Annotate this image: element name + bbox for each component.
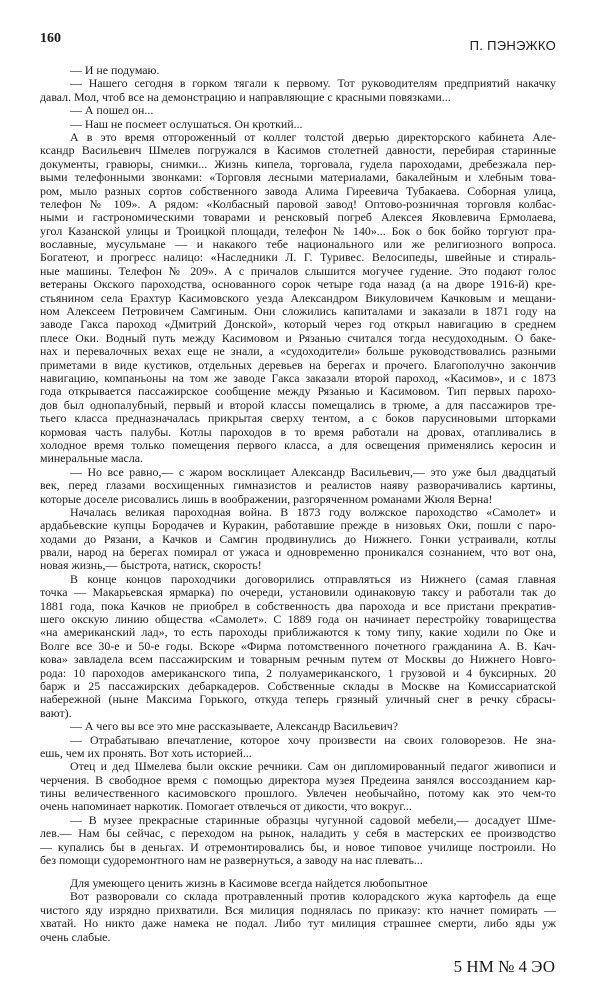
text-line: точка — Макарьевская ярмарка) по очереди, установили одинаковую таксу и работали так до: [40, 585, 556, 600]
text-line: ардабьевские купцы Бородачев и Куракин, работавшие прежде в низовьях Оки, пошли с паро-: [40, 518, 556, 533]
text-line: минеральные масла.: [40, 451, 143, 466]
text-line: — И не подумаю.: [70, 63, 160, 77]
text-line: кова» завладела всем пассажирским и товарным речным путем от Москвы до Нижнего Новго-: [40, 652, 556, 667]
paragraph: [40, 506, 556, 573]
page-number: 160: [40, 31, 61, 46]
text-line: тьего класса предназначалась прикрытая сверху тентом, а с боков парусиновыми шторками: [40, 411, 556, 426]
text-line: хватай. Но никто даже намека не подал. Либо тут милиция страшнее смерти, либо яды уж: [40, 916, 556, 931]
text-line: Началась великая пароходная война. В 1873 году волжское пароходство «Самолет» и: [70, 504, 556, 519]
text-line: век, перед глазами восхищенных гимназистов и реалистов наяву разворачивались картины,: [40, 478, 556, 493]
text-line: вают).: [40, 705, 72, 720]
main-text: [40, 64, 556, 867]
closing-text: [40, 877, 556, 944]
text-line: В конце концов пароходчики договорились отправляться из Нижнего (самая главная: [70, 571, 556, 586]
text-line: — Нашего сегодня в горком тягали к первому. Тот руководителям предприятий накачку: [70, 76, 556, 91]
text-line: навигацию, компаньоны на том же заводе Гакса заказали второй пароход, «Касимов», и с 1873: [40, 370, 556, 385]
text-line: — Отрабатываю впечатление, которое хочу произвести на своих головорезов. Не зна-: [70, 732, 556, 747]
text-line: — А чего вы все это мне рассказываете, Александр Васильевич?: [70, 719, 398, 734]
text-line: — В музее прекрасные старинные образцы чугунной садовой мебели,— досадует Шме-: [70, 812, 556, 827]
text-line: дов был однопалубный, первый и второй классы помещались в трюме, а для пассажиров тре-: [40, 397, 556, 412]
paragraph: [40, 734, 556, 761]
paragraph: [40, 814, 556, 868]
text-line: Отец и дед Шмелева были окские речники. Сам он дипломированный педагог живописи и: [70, 759, 556, 774]
text-line: приметами в виде кустиков, отдельных деревьев на берегах и прочего. Благополучно закончив: [40, 357, 556, 372]
text-line: шего окскую линию общества «Самолет». С 1889 года он начинает перестройку товарищества: [40, 612, 556, 627]
text-line: — купались бы в деньгах. И отремонтировались бы, и новое типовое училище построили. Но: [40, 839, 556, 854]
text-line: — Но все равно,— с жаром восклицает Александр Васильевич,— это уже был двадцатый: [70, 464, 556, 479]
text-line: нах и перевалочных вехах еще не знали, а «судоходители» больше руководствовались разными: [40, 344, 556, 359]
text-line: Вот разворовали со склада протравленный против колорадского жука картофель да еще: [70, 889, 556, 904]
text-line: ными и гастрономическими товарами и ренсковый погреб Алексея Яковлевича Ермолаева,: [40, 210, 556, 225]
text-line: рвали, народ на берегах помирал от ужаса и одновременно проникался сознанием, что вот она,: [40, 545, 556, 560]
paragraph: [40, 573, 556, 720]
text-line: давал. Мол, чтоб все на демонстрацию и направляющие с красными повязками...: [40, 89, 451, 104]
paragraph: [40, 760, 556, 814]
text-line: стьянином села Ерахтур Касимовского уезда Александром Викуловичем Качковым и мещани-: [40, 290, 556, 305]
text-line: — Наш не посмеет ослушаться. Он кроткий...: [70, 116, 303, 131]
text-line: новая жизнь,— быстрота, натиск, скорость!: [40, 558, 262, 573]
text-line: угол Казанской улицы и Троицкой площади, телефон № 140»... Бок о бок бойко торгуют пра-: [40, 223, 556, 238]
paragraph: [40, 77, 556, 104]
text-line: плесе Оки. Водный путь между Касимовом и Рязанью считался тогда несудоходным. О баке-: [40, 330, 556, 345]
text-line: барж и 25 пассажирских дебаркадеров. Собственные склады в Москве на Комиссариатской: [40, 678, 556, 693]
text-line: чистого яду изрядно прихватили. Вся милиция поднялась по приказу: кто начнет помирать —: [40, 902, 556, 917]
paragraph: [40, 890, 556, 944]
text-line: документы, гравюры, снимки... Жизнь кипела, торговала, гудела пароходами, дребезжала пер-: [40, 156, 556, 171]
text-line: очень слабые.: [40, 929, 111, 944]
text-line: 1881 года, пока Качков не приобрел в собственность два парохода и все пристани прекратив-: [40, 598, 556, 613]
text-line: заводе Гакса пароход «Дмитрий Донской», который через год открыл навигацию в среднем: [40, 317, 556, 332]
text-line: черчения. В свободное время с помощью директора музея Предеина занялся воссозданием кар-: [40, 772, 556, 787]
text-line: вославные, мусульмане — и накакого тебе национального или же религиозного вопроса.: [40, 237, 556, 252]
text-line: без помощи судоремонтного нам не развернуться, а заводу на нас плевать...: [40, 853, 423, 868]
text-line: Богатеют, и прогресс налицо: «Наследники Л. Г. Туривес. Велосипеды, швейные и стираль-: [40, 250, 556, 265]
text-line: — А пошел он...: [70, 103, 154, 118]
paragraph: [40, 720, 556, 733]
text-line: ксандр Васильевич Шмелев погружался в Касимов столетней давности, перебирая старинные: [40, 143, 556, 158]
text-line: рода: 10 пароходов американского типа, 2 полуамериканского, 1 грузовой и 4 буксирных. 20: [40, 665, 556, 680]
text-line: выми телефонными звонками: «Торговля лесными материалами, бакалейным и хлебным това-: [40, 170, 556, 185]
paragraph: [40, 104, 556, 117]
text-line: ешь, чем их пронять. Вот хоть историей...: [40, 745, 252, 760]
text-line: Волге все 30-е и 50-е годы. Вскоре «Фирма потомственного почетного гражданина А. В. Кач-: [40, 638, 556, 653]
running-header-author: П. ПЭНЭЖКО: [469, 38, 556, 53]
text-line: года открывается пассажирское сообщение между Рязанью и Касимовом. Тип первых парохо-: [40, 384, 556, 399]
signature-mark: 5 НМ № 4 ЭО: [453, 957, 555, 976]
paragraph: [40, 118, 556, 131]
text-line: телефон № 109». А рядом: «Колбасный паровой завод! Оптово-розничная торговля колбас-: [40, 196, 556, 211]
text-line: ветераны Окского пароходства, основанного сорок четыре года назад (а на дворе 1916-й) кре-: [40, 277, 556, 292]
text-line: лев.— Нам бы сейчас, с переходом на рынок, наладить у себя в мастерских ее производство: [40, 826, 556, 841]
paragraph: [40, 877, 556, 890]
text-line: ром, мыло разных сортов собственного завода Алима Гиреевича Тубакаева. Соборная улица,: [40, 183, 556, 198]
paragraph: [40, 466, 556, 506]
paragraph: [40, 64, 556, 77]
text-line: ные машины. Телефон № 209». А с причалов слышится могучее гудение. Это подают голос: [40, 263, 556, 278]
text-line: набережной (ныне Максима Горького, откуда теперь грязный уличный снег в речку сбрасы-: [40, 692, 556, 707]
text-line: ходами до Рязани, а Качков и Самгин продвинулись до Нижнего. Гонки устраивали, котлы: [40, 531, 556, 546]
text-line: Для умеющего ценить жизнь в Касимове всегда найдется любопытное: [70, 876, 428, 890]
paragraph: [40, 131, 556, 466]
text-line: кормовая часть палубы. Котлы пароходов в то время работали на дровах, отапливались в: [40, 424, 556, 439]
text-line: ном Алексеем Петровичем Самгиным. Они сложились капиталами и заказали в 1871 году на: [40, 304, 556, 319]
text-line: тины величественного касимовского прошлого. Увлечен необычайно, потому как это чем-то: [40, 786, 556, 801]
text-line: очень напоминает наркотик. Помогает отвлечься от дикости, что вокруг...: [40, 799, 412, 814]
text-line: А в это время отгороженный от коллег толстой дверью директорского кабинета Але-: [70, 129, 556, 144]
text-line: которые доселе рисовались лишь в воображении, разгоряченном романами Жюля Верна!: [40, 491, 493, 506]
text-line: «на американский лад», то есть пароходы приближаются к тому типу, какие ходили по Оке и: [40, 625, 556, 640]
text-line: холодное время только помещения первого класса, а для освещения применялись керосин и: [40, 437, 556, 452]
